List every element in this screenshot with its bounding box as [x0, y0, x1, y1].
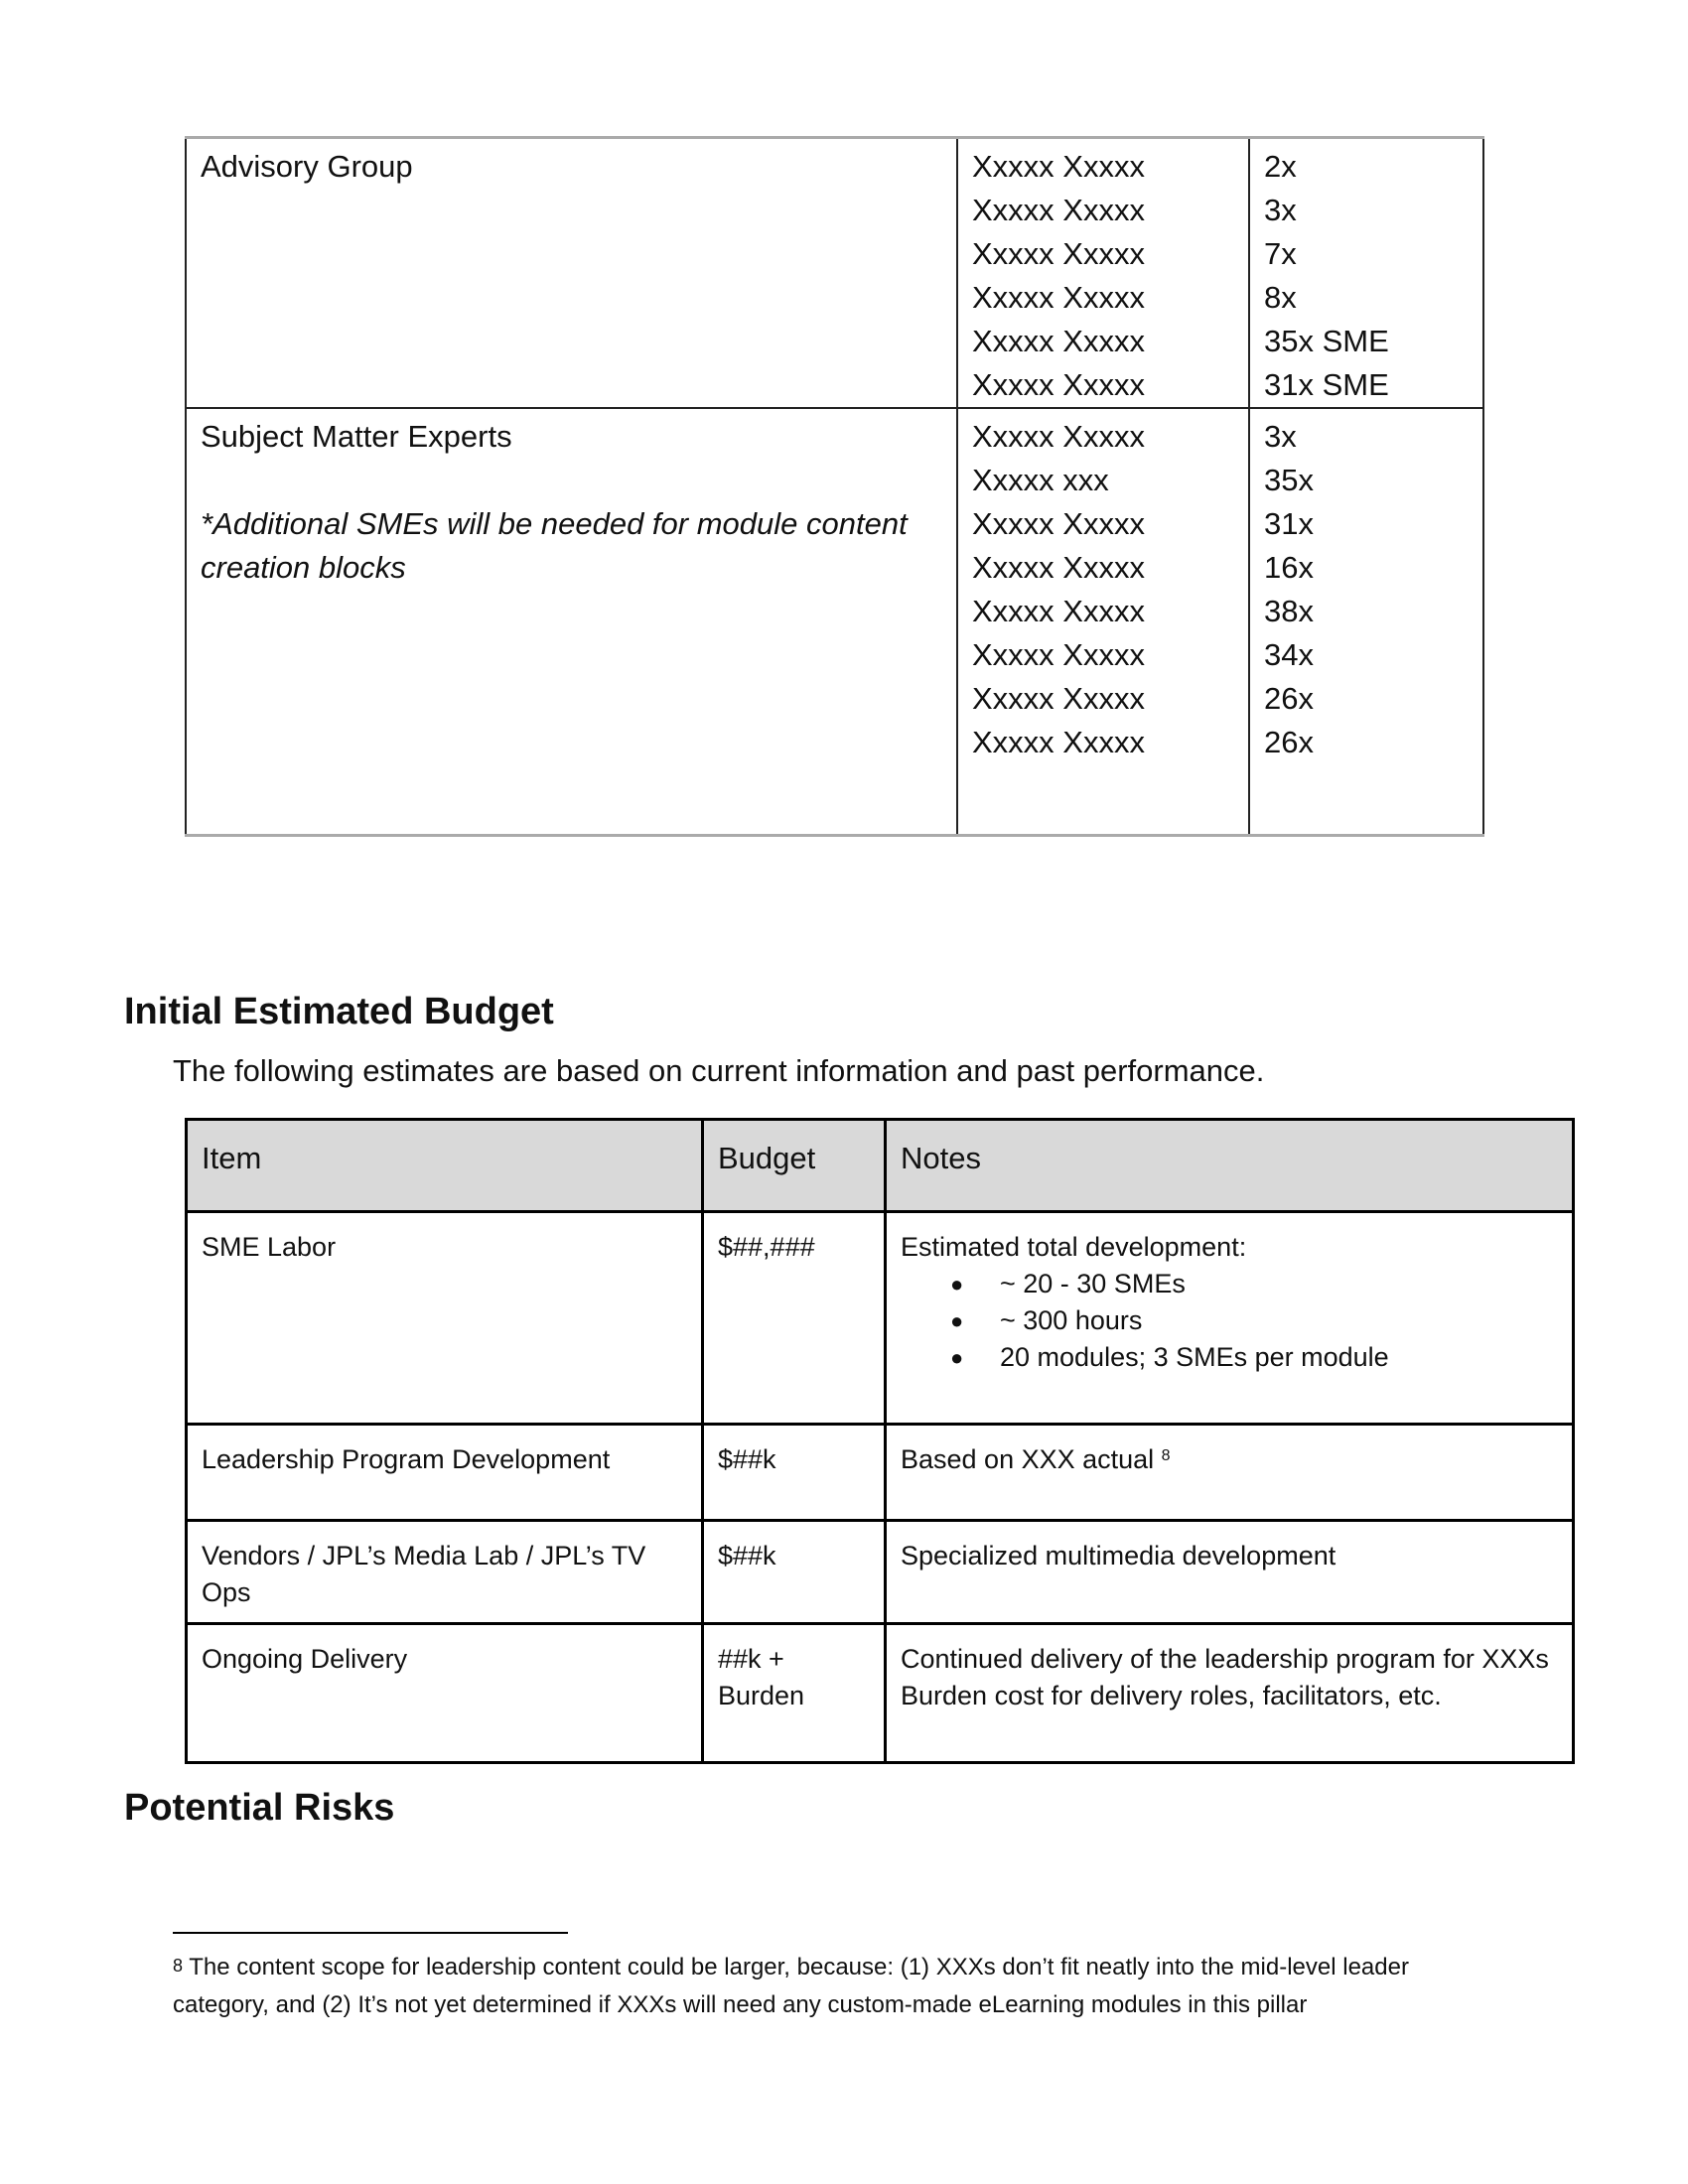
- notes-cell: [886, 1212, 1574, 1425]
- member-name: Xxxxx xxx: [972, 463, 1109, 497]
- role-note: *Additional SMEs will be needed for module content creation blocks: [201, 506, 908, 585]
- role-cell: [186, 138, 957, 409]
- role-cell: [186, 408, 957, 835]
- item-cell: SME Labor: [187, 1212, 703, 1425]
- member-name: Xxxxx Xxxxx: [972, 149, 1145, 184]
- table-row: [186, 138, 1483, 409]
- notes-bullet-list: [901, 1266, 1558, 1376]
- notes-text: Continued delivery of the leadership program for XXXs: [901, 1644, 1549, 1674]
- member-code: 38x: [1264, 594, 1314, 628]
- member-name: Xxxxx Xxxxx: [972, 594, 1145, 628]
- item-cell: Ongoing Delivery: [187, 1624, 703, 1763]
- member-code: 31x SME: [1264, 367, 1389, 402]
- codes-cell: [1249, 408, 1483, 835]
- notes-cell: [886, 1624, 1574, 1763]
- member-code: 34x: [1264, 637, 1314, 672]
- names-cell: [957, 138, 1249, 409]
- member-code: 26x: [1264, 725, 1314, 759]
- notes-text: Based on XXX actual: [901, 1444, 1162, 1474]
- member-code: 16x: [1264, 550, 1314, 585]
- member-name: Xxxxx Xxxxx: [972, 193, 1145, 227]
- table-row: [187, 1212, 1574, 1425]
- footnote: [173, 1949, 1493, 2024]
- table-row: [187, 1425, 1574, 1521]
- member-name: Xxxxx Xxxxx: [972, 637, 1145, 672]
- budget-heading: Initial Estimated Budget: [124, 991, 554, 1032]
- table-row: [187, 1521, 1574, 1624]
- member-code: 35x: [1264, 463, 1314, 497]
- member-code: 31x: [1264, 506, 1314, 541]
- member-code: 3x: [1264, 193, 1297, 227]
- member-name: Xxxxx Xxxxx: [972, 506, 1145, 541]
- budget-cell: $##k: [703, 1521, 886, 1624]
- member-name: Xxxxx Xxxxx: [972, 236, 1145, 271]
- member-name: Xxxxx Xxxxx: [972, 419, 1145, 454]
- member-name: Xxxxx Xxxxx: [972, 725, 1145, 759]
- column-header-item: Item: [187, 1120, 703, 1212]
- column-header-notes: Notes: [886, 1120, 1574, 1212]
- notes-cell: [886, 1425, 1574, 1521]
- budget-cell: [703, 1624, 886, 1763]
- item-cell: Leadership Program Development: [187, 1425, 703, 1521]
- table-row: [187, 1624, 1574, 1763]
- member-name: Xxxxx Xxxxx: [972, 550, 1145, 585]
- column-header-budget: Budget: [703, 1120, 886, 1212]
- member-code: 35x SME: [1264, 324, 1389, 358]
- list-item: ● ~ 20 - 30 SMEs: [901, 1266, 1558, 1302]
- list-item: ● 20 modules; 3 SMEs per module: [901, 1339, 1558, 1376]
- codes-cell: [1249, 138, 1483, 409]
- budget-cell: $##k: [703, 1425, 886, 1521]
- footnote-reference[interactable]: 8: [1161, 1447, 1171, 1464]
- notes-text: Estimated total development:: [901, 1232, 1247, 1262]
- notes-text-line2: Burden cost for delivery roles, facilitators, etc.: [901, 1681, 1442, 1710]
- budget-value: ##k + Burden: [718, 1644, 805, 1710]
- member-code: 26x: [1264, 681, 1314, 716]
- roles-table: [185, 136, 1484, 837]
- budget-intro: The following estimates are based on current information and past performance.: [173, 1053, 1265, 1088]
- table-row: [186, 408, 1483, 835]
- table-header-row: [187, 1120, 1574, 1212]
- member-name: Xxxxx Xxxxx: [972, 367, 1145, 402]
- footnote-number: 8: [173, 1956, 184, 1976]
- role-label: Subject Matter Experts: [201, 419, 512, 454]
- names-cell: [957, 408, 1249, 835]
- member-code: 8x: [1264, 280, 1297, 315]
- member-code: 7x: [1264, 236, 1297, 271]
- list-item: ● ~ 300 hours: [901, 1302, 1558, 1339]
- budget-table: [185, 1118, 1575, 1764]
- risks-heading: Potential Risks: [124, 1787, 395, 1829]
- notes-cell: Specialized multimedia development: [886, 1521, 1574, 1624]
- member-code: 2x: [1264, 149, 1297, 184]
- footnote-text: The content scope for leadership content could be larger, because: (1) XXXs don’t fit neatly into the mid-level leader category, and (2) It’s not yet determined if XXXs will need any custom-made eLearning modules in this pillar: [173, 1954, 1409, 2018]
- member-code: 3x: [1264, 419, 1297, 454]
- footnote-divider: [173, 1932, 568, 1934]
- budget-cell: $##,###: [703, 1212, 886, 1425]
- item-cell: Vendors / JPL’s Media Lab / JPL’s TV Ops: [187, 1521, 703, 1624]
- role-label: Advisory Group: [201, 149, 413, 184]
- member-name: Xxxxx Xxxxx: [972, 681, 1145, 716]
- member-name: Xxxxx Xxxxx: [972, 280, 1145, 315]
- member-name: Xxxxx Xxxxx: [972, 324, 1145, 358]
